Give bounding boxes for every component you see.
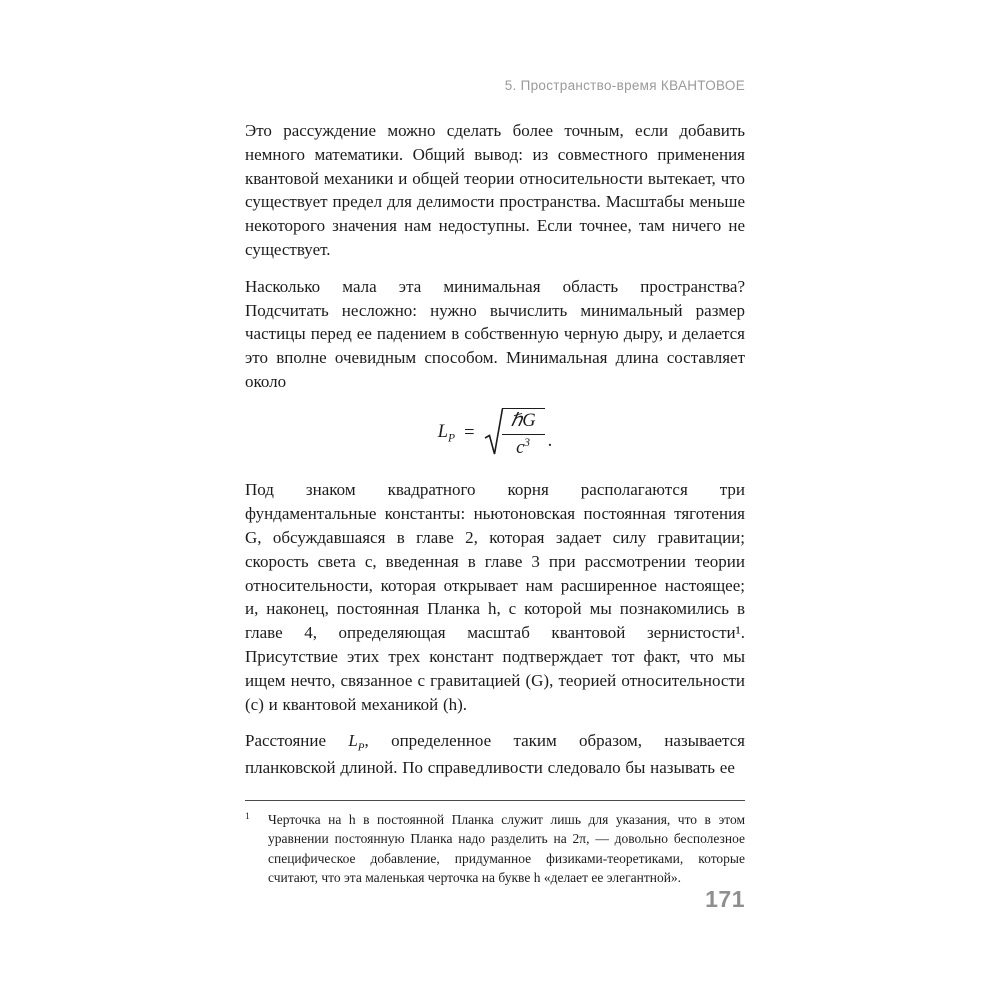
paragraph-4-post: , определенное таким образом, называется планковской длиной. По справедливости следовало бы называть ее bbox=[245, 731, 745, 778]
formula-variable: L bbox=[437, 422, 449, 443]
formula-period: . bbox=[547, 431, 553, 452]
footnote-divider bbox=[245, 800, 745, 801]
fraction bbox=[502, 408, 545, 461]
radical-sign-icon bbox=[484, 407, 504, 459]
fraction-denominator bbox=[507, 435, 539, 460]
denominator-base: c bbox=[516, 438, 525, 459]
paragraph-3: Под знаком квадратного корня располагаются три фундаментальные константы: ньютоновская постоянная тяготения G, обсуждавшаяся в главе 2, которая задает силу гравитации; скорость света c, введенная в главе 3 при рассмотрении теории относительности, которая открывает нам расширенное настоящее; и, наконец, постоянная Планка h, с которой мы познакомились в главе 4, определяющая масштаб квантовой зернистости¹. Присутствие этих трех констант подтверждает тот факт, что мы ищем нечто, связанное с гравитацией (G), теорией относительности (c) и квантовой механикой (h). bbox=[245, 480, 745, 714]
paragraph-1: Это рассуждение можно сделать более точным, если добавить немного математики. Общий вывод: из совместного применения квантовой механики и общей теории относительности вытекает, что существует предел для делимости пространства. Масштабы меньше некоторого значения нам недоступны. Если точнее, там ничего не существует. bbox=[245, 121, 745, 259]
paragraph-2: Насколько мала эта минимальная область пространства? Подсчитать несложно: нужно вычислить минимальный размер частицы перед ее падением в собственную черную дыру, и делается это вполне очевидным способом. Минимальная длина составляет около bbox=[245, 276, 745, 391]
planck-length-formula bbox=[245, 407, 745, 461]
footnote-marker: 1 bbox=[245, 811, 250, 822]
paragraph-4-subscript: P bbox=[357, 741, 365, 754]
equals-sign: = bbox=[464, 423, 475, 444]
denominator-exponent: 3 bbox=[524, 437, 531, 450]
square-root-expression bbox=[484, 407, 545, 461]
fraction-numerator: ℏG bbox=[502, 409, 545, 436]
running-head: 5. Пространство-время КВАНТОВОЕ bbox=[504, 78, 745, 93]
footnote-text: Черточка на h в постоянной Планка служит лишь для указания, что в этом уравнении постоянную Планка надо разделить на 2π, — довольно бесполезное специфическое добавление, придуманное физиками-теоретиками, которые считают, что эта маленькая черточка на букве h «делает ее элегантной». bbox=[268, 811, 745, 885]
page-number: 171 bbox=[705, 886, 745, 912]
paragraph-4 bbox=[245, 729, 745, 780]
paragraph-4-pre: Расстояние bbox=[245, 731, 349, 751]
paragraph-4-variable: L bbox=[348, 731, 358, 751]
footnote-body bbox=[245, 810, 745, 887]
footnote bbox=[245, 800, 745, 887]
formula-lhs bbox=[438, 422, 455, 445]
formula-subscript: P bbox=[448, 432, 456, 445]
text-column bbox=[245, 119, 745, 887]
